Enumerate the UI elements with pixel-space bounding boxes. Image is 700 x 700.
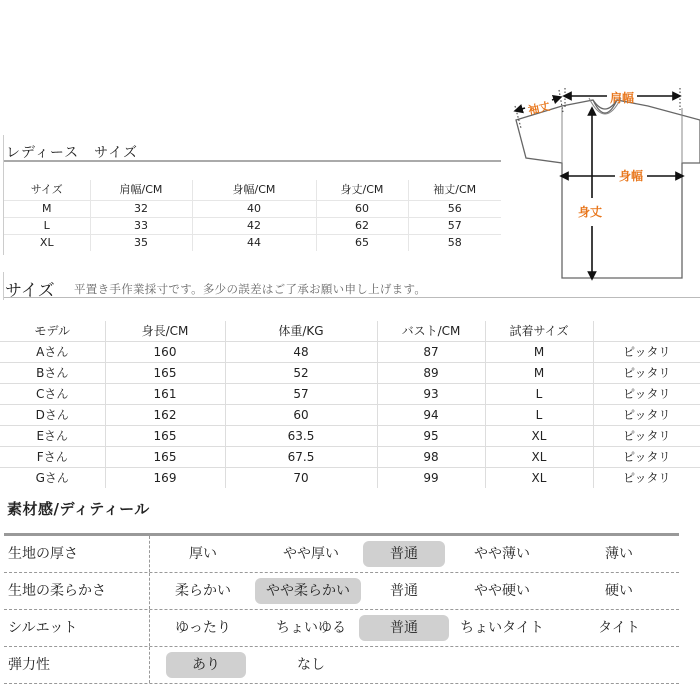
cell: 40 — [192, 201, 316, 218]
cell: 67.5 — [225, 447, 377, 468]
table-row — [0, 384, 700, 405]
cell: XL — [39, 236, 54, 249]
table-row — [0, 363, 700, 384]
option: ゆったり — [175, 620, 231, 636]
size-section-title: サイズ — [5, 281, 55, 301]
table-row — [4, 201, 501, 218]
cell: L — [485, 384, 593, 405]
option: 硬い — [605, 583, 633, 599]
cell: M — [42, 202, 52, 215]
column-header: 身丈/CM — [316, 180, 408, 201]
option: タイト — [598, 620, 640, 636]
cell: ピッタリ — [593, 468, 700, 489]
cell: 70 — [225, 468, 377, 489]
cell: L — [485, 405, 593, 426]
column-header: 肩幅/CM — [90, 180, 192, 201]
cell: 169 — [105, 468, 225, 489]
option-selected: あり — [166, 652, 246, 678]
cell: 165 — [105, 426, 225, 447]
cell: ピッタリ — [593, 363, 700, 384]
table-row — [0, 342, 700, 363]
row-label: シルエット — [8, 620, 78, 636]
cell: M — [485, 363, 593, 384]
cell: 35 — [90, 235, 192, 252]
option: ちょいゆる — [276, 620, 346, 636]
cell: 58 — [408, 235, 501, 252]
cell: 87 — [377, 342, 485, 363]
cell: 65 — [316, 235, 408, 252]
cell: Aさん — [36, 345, 69, 359]
option: ちょいタイト — [460, 620, 544, 636]
cell: Eさん — [36, 429, 69, 443]
cell: 42 — [192, 218, 316, 235]
row-label: 弾力性 — [8, 657, 50, 673]
option: 薄い — [605, 546, 633, 562]
cell: 56 — [408, 201, 501, 218]
table-row — [0, 405, 700, 426]
option: やや薄い — [474, 546, 530, 562]
cell: 165 — [105, 363, 225, 384]
table-header-row — [4, 180, 501, 201]
body-length-label: 身丈 — [577, 205, 603, 219]
cell: 63.5 — [225, 426, 377, 447]
cell: 95 — [377, 426, 485, 447]
cell: 161 — [105, 384, 225, 405]
material-row-elasticity — [4, 647, 679, 684]
cell: 62 — [316, 218, 408, 235]
cell: 60 — [316, 201, 408, 218]
cell: 57 — [408, 218, 501, 235]
table-row — [4, 218, 501, 235]
title-underline — [4, 160, 501, 162]
tshirt-icon — [505, 78, 700, 283]
column-header: 試着サイズ — [485, 321, 593, 342]
cell: 94 — [377, 405, 485, 426]
option: やや厚い — [283, 546, 339, 562]
table-header-row — [0, 321, 700, 342]
dashed-divider — [149, 647, 150, 683]
cell: 160 — [105, 342, 225, 363]
row-label: 生地の柔らかさ — [8, 583, 106, 599]
dashed-divider — [149, 573, 150, 609]
cell: Cさん — [36, 387, 69, 401]
cell: 52 — [225, 363, 377, 384]
measurement-note: 平置き手作業採寸です。多少の誤差はご了承お願い申し上げます。 — [74, 282, 427, 296]
shoulder-width-label: 肩幅 — [609, 91, 635, 105]
ladies-size-table — [4, 180, 501, 251]
cell: ピッタリ — [593, 426, 700, 447]
cell: 165 — [105, 447, 225, 468]
option: 普通 — [390, 583, 418, 599]
cell: Fさん — [36, 450, 68, 464]
cell: Dさん — [35, 408, 69, 422]
cell: XL — [485, 447, 593, 468]
column-header: 体重/KG — [225, 321, 377, 342]
row-label: 生地の厚さ — [8, 546, 78, 562]
column-header: サイズ — [30, 183, 63, 196]
cell: ピッタリ — [593, 447, 700, 468]
cell: 33 — [90, 218, 192, 235]
cell: 32 — [90, 201, 192, 218]
table-row — [0, 426, 700, 447]
dashed-divider — [149, 610, 150, 646]
cell: ピッタリ — [593, 384, 700, 405]
option-selected: やや柔らかい — [255, 578, 361, 604]
ladies-size-title: レディース サイズ — [6, 145, 139, 161]
cell: 57 — [225, 384, 377, 405]
cell: 44 — [192, 235, 316, 252]
tshirt-measurement-diagram — [505, 78, 700, 283]
material-row-softness — [4, 573, 679, 610]
option: 柔らかい — [175, 583, 231, 599]
cell: ピッタリ — [593, 342, 700, 363]
cell: 60 — [225, 405, 377, 426]
table-row — [4, 235, 501, 252]
cell: 98 — [377, 447, 485, 468]
column-header: 身幅/CM — [192, 180, 316, 201]
cell: 93 — [377, 384, 485, 405]
column-header: モデル — [34, 324, 70, 338]
column-header: バスト/CM — [377, 321, 485, 342]
option: なし — [297, 657, 325, 673]
title-underline — [4, 297, 700, 298]
cell: ピッタリ — [593, 405, 700, 426]
option: やや硬い — [474, 583, 530, 599]
column-header — [593, 321, 700, 342]
cell: XL — [485, 468, 593, 489]
material-row-thickness — [4, 536, 679, 573]
column-header: 袖丈/CM — [408, 180, 501, 201]
cell: XL — [485, 426, 593, 447]
column-header: 身長/CM — [105, 321, 225, 342]
body-width-label: 身幅 — [618, 169, 644, 183]
option: 厚い — [189, 546, 217, 562]
cell: M — [485, 342, 593, 363]
cell: 99 — [377, 468, 485, 489]
table-row — [0, 447, 700, 468]
material-section-title: 素材感/ディティール — [7, 500, 150, 518]
cell: Bさん — [36, 366, 69, 380]
cell: 89 — [377, 363, 485, 384]
dashed-divider — [149, 536, 150, 572]
cell: 162 — [105, 405, 225, 426]
cell: 48 — [225, 342, 377, 363]
sleeve-length-label: 袖丈 — [526, 99, 552, 118]
section-divider — [3, 272, 4, 300]
cell: L — [43, 219, 50, 232]
table-row — [0, 468, 700, 489]
model-fit-table — [0, 321, 700, 488]
cell: Gさん — [35, 471, 69, 485]
option-selected: 普通 — [363, 541, 445, 567]
option-selected: 普通 — [359, 615, 449, 641]
material-row-silhouette — [4, 610, 679, 647]
